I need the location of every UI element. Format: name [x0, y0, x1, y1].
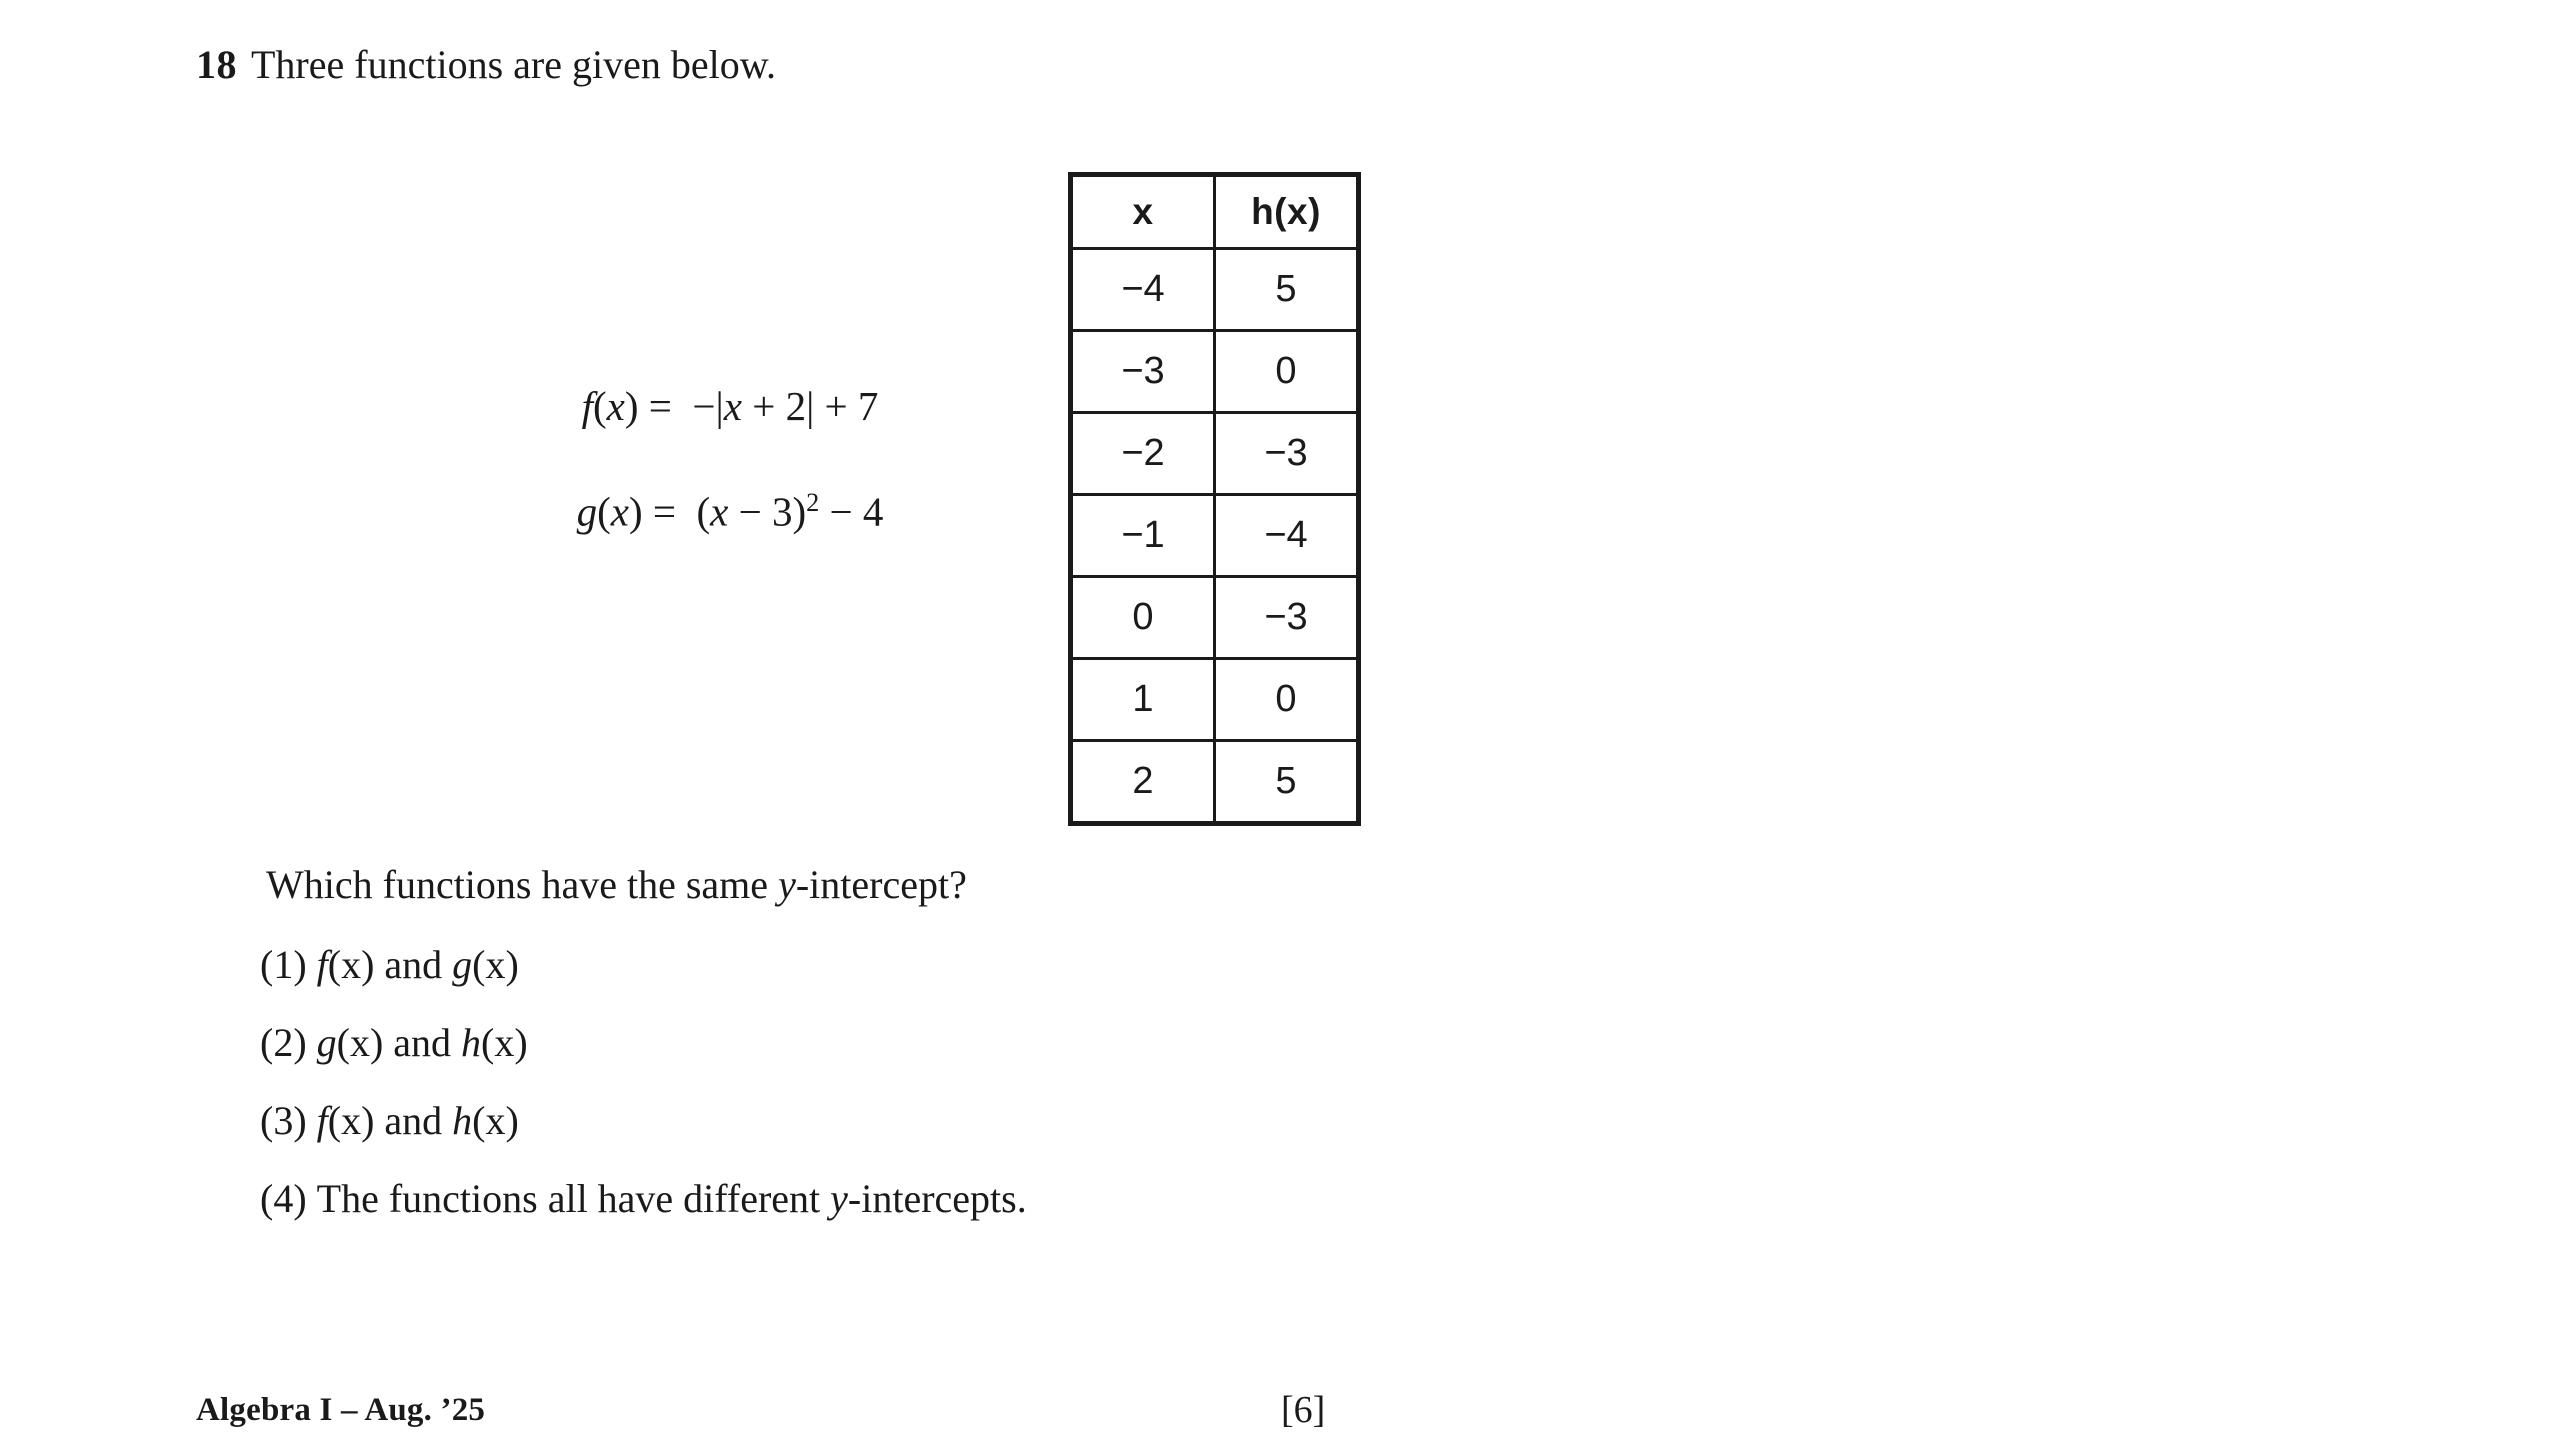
table-header-x: x	[1071, 175, 1215, 249]
equation-g-equals: =	[652, 488, 676, 535]
answer-choices	[260, 942, 1027, 1257]
equation-f-abs-var: x	[723, 383, 742, 429]
equation-f-abs-open: |	[715, 383, 724, 429]
choice-2-fn1: g	[316, 1020, 337, 1065]
question-number: 18	[196, 42, 237, 87]
equation-g	[380, 490, 1080, 533]
equation-g-group-close: )	[792, 488, 807, 535]
h-function-table	[1068, 172, 1361, 826]
table-cell-hx: −4	[1215, 495, 1359, 577]
table-cell-x: −3	[1071, 331, 1215, 413]
table-head	[1071, 175, 1359, 249]
table-row	[1071, 249, 1359, 331]
equation-g-minus: −	[738, 488, 762, 535]
equation-f-negation: −	[692, 383, 716, 429]
question-prompt	[266, 862, 967, 907]
equation-g-var: x	[610, 488, 629, 535]
choice-1-fn2-arg: (x)	[472, 942, 519, 987]
equation-g-minus-outer: −	[829, 488, 853, 535]
choice-3-fn1: f	[316, 1098, 328, 1143]
choice-1-conj: and	[384, 942, 443, 987]
table-row	[1071, 659, 1359, 741]
table-cell-hx: −3	[1215, 577, 1359, 659]
table-row	[1071, 741, 1359, 824]
equation-f-plus-outer: +	[824, 383, 848, 429]
prompt-prefix: Which functions have the same	[266, 862, 779, 907]
choice-2-fn1-arg: (x)	[336, 1020, 384, 1065]
choice-4-pre: The functions all have different	[316, 1176, 831, 1221]
table-cell-hx: 5	[1215, 741, 1359, 824]
choice-1-fn2: g	[452, 942, 473, 987]
table-cell-hx: 5	[1215, 249, 1359, 331]
choice-2-fn2-arg: (x)	[481, 1020, 528, 1065]
choice-3-fn2: h	[452, 1098, 473, 1143]
equation-f-fname: f	[581, 383, 593, 429]
choice-4-label: (4)	[260, 1176, 307, 1221]
h-function-table-container	[1068, 172, 1361, 826]
table-cell-x: −4	[1071, 249, 1215, 331]
table-cell-x: 1	[1071, 659, 1215, 741]
equation-f-constant: 7	[857, 383, 879, 429]
table-cell-hx: −3	[1215, 413, 1359, 495]
table-row	[1071, 331, 1359, 413]
equation-f	[380, 383, 1080, 429]
choice-1-label: (1)	[260, 942, 307, 987]
choice-3-label: (3)	[260, 1098, 307, 1143]
table-row	[1071, 413, 1359, 495]
table-cell-hx: 0	[1215, 659, 1359, 741]
table-cell-x: 2	[1071, 741, 1215, 824]
table-cell-x: −1	[1071, 495, 1215, 577]
answer-choice-2[interactable]	[260, 1020, 1027, 1101]
choice-1-fn1: f	[316, 942, 328, 987]
choice-2-fn2: h	[461, 1020, 482, 1065]
answer-choice-1[interactable]	[260, 942, 1027, 1023]
answer-choice-3[interactable]	[260, 1098, 1027, 1179]
equation-g-constant: 4	[862, 488, 884, 535]
choice-3-fn2-arg: (x)	[472, 1098, 519, 1143]
choice-1-fn1-arg: (x)	[327, 942, 375, 987]
equation-f-plus: +	[752, 383, 776, 429]
function-definitions	[380, 383, 1080, 535]
prompt-suffix: -intercept?	[795, 862, 967, 907]
equation-f-paren-open: (	[593, 383, 607, 429]
equation-g-paren-close: )	[628, 488, 643, 535]
equation-f-paren-close: )	[624, 383, 639, 429]
equation-g-fname: g	[576, 488, 598, 535]
equation-f-var: x	[606, 383, 625, 429]
answer-choice-4[interactable]	[260, 1176, 1027, 1257]
equation-f-abs-const: 2	[785, 383, 807, 429]
footer-exam-label: Algebra I – Aug. ’25	[196, 1392, 486, 1428]
equation-f-abs-close: |	[806, 383, 815, 429]
choice-3-fn1-arg: (x)	[327, 1098, 375, 1143]
table-cell-x: 0	[1071, 577, 1215, 659]
choice-4-variable: y	[830, 1176, 848, 1221]
table-body	[1071, 249, 1359, 824]
question-stem	[196, 40, 776, 90]
table-cell-hx: 0	[1215, 331, 1359, 413]
prompt-variable: y	[778, 862, 796, 907]
equation-g-group-open: (	[696, 488, 711, 535]
choice-4-post: -intercepts.	[847, 1176, 1027, 1221]
choice-3-conj: and	[384, 1098, 443, 1143]
table-row	[1071, 495, 1359, 577]
equation-g-exponent: 2	[806, 488, 820, 517]
table-row	[1071, 577, 1359, 659]
choice-2-label: (2)	[260, 1020, 307, 1065]
choice-2-conj: and	[393, 1020, 452, 1065]
equation-g-paren-open: (	[597, 488, 611, 535]
table-header-hx: h(x)	[1215, 175, 1359, 249]
question-stem-text: Three functions are given below.	[251, 42, 776, 87]
equation-g-inner-const: 3	[771, 488, 793, 535]
table-cell-x: −2	[1071, 413, 1215, 495]
equation-f-equals: =	[648, 383, 672, 429]
equation-g-inner-var: x	[710, 488, 729, 535]
footer-page-number: [6]	[1281, 1389, 1326, 1431]
table-header-row	[1071, 175, 1359, 249]
